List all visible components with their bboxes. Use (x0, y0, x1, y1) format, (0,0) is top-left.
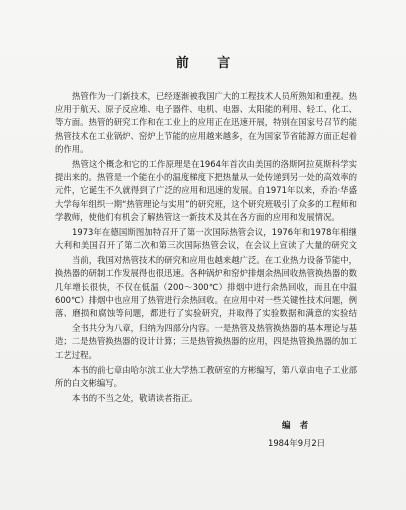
paragraph (55, 322, 357, 362)
paragraph (55, 392, 357, 405)
text-line: 热管技术在工业锅炉、窑炉上节能的应用越来越多，在为国家节省能源方面正起着 (55, 130, 357, 141)
paragraph (55, 254, 357, 320)
text-line: 应用于航天、原子反应堆、电子器件、电机、电器、太阳能的利用、轻工、化工、 (55, 104, 357, 115)
text-line: 大学每年组织一期“热管理论与实用”的研究班，这个研究班吸引了众多的工程师和 (55, 198, 357, 209)
text-line: 本书的前七章由哈尔滨工业大学热工教研室的方彬编写，第八章由电子工业部 (72, 364, 357, 375)
paragraph (55, 158, 357, 224)
paragraph (55, 90, 357, 156)
text-line: 所的白文彬编写。 (55, 377, 122, 388)
text-line: 当前，我国对热管技术的研究和应用也越来越广泛。在工业热力设备节能中， (72, 255, 357, 266)
preface-body (55, 90, 357, 407)
text-line: 换热器的研制工作发展得也很迅速。各种锅炉和窑炉排烟余热回收热管换热器的数 (55, 268, 357, 279)
text-line: 几年增长很快，不仅在低温（200～300℃）排烟中进行余热回收，而且在中温 (55, 281, 357, 292)
text-line: 等方面。热管的研究工作和在工业上的应用正在迅速开展，特别在国家号召节约能 (55, 117, 357, 128)
paragraph (55, 226, 357, 252)
author-signature: 编 者 (282, 421, 312, 431)
preface-date: 1984年9月2日 (268, 438, 326, 448)
text-line: 热管作为一门新技术，已经逐渐被我国广大的工程技术人员所熟知和重视。热 (72, 91, 357, 101)
text-line: 元件，它诞生不久就得到了广泛的应用和迅速的发展。自1971年以来，乔治·华盛 (55, 185, 357, 196)
text-line: 工艺过程。 (55, 349, 97, 360)
text-line: 本书的不当之处，敬请读者指正。 (72, 393, 198, 404)
text-line: 大利和美国召开了第二次和第三次国际热管会议，在会议上宣读了大量的研究文 (55, 240, 357, 251)
text-line: 提出来的。热管是一个能在小的温度梯度下把热量从一处传递到另一处的高效率的 (55, 172, 357, 183)
text-line: 1973年在德国斯图加特召开了第一次国际热管会议，1976年和1978年相继 (72, 226, 357, 237)
text-line: 全书共分为八章，归纳为四部分内容。一是热管及热管换热器的基本理论与基 (72, 323, 357, 334)
page-title: 前 言 (175, 56, 243, 71)
text-line: 学教师，使他们有机会了解热管这一新技术及其在各方面的应用和发展情况。 (55, 211, 340, 222)
text-line: 热管这个概念和它的工作原理是在1964年首次由美国的洛斯阿拉莫斯科学实 (72, 158, 357, 169)
text-line: 600℃）排烟中也应用了热管进行余热回收。在应用中对一些关键性技术问题，例 (55, 294, 357, 305)
text-line: 造；二是热管换热器的设计计算；三是热管换热器的应用，四是热管换热器的加工 (55, 336, 357, 347)
text-line: 落、磨损和腐蚀等问题，都进行了实验研究，并取得了实验数据和满意的实验结 (55, 308, 357, 318)
text-line: 的作用。 (55, 143, 89, 154)
paragraph (55, 364, 357, 390)
